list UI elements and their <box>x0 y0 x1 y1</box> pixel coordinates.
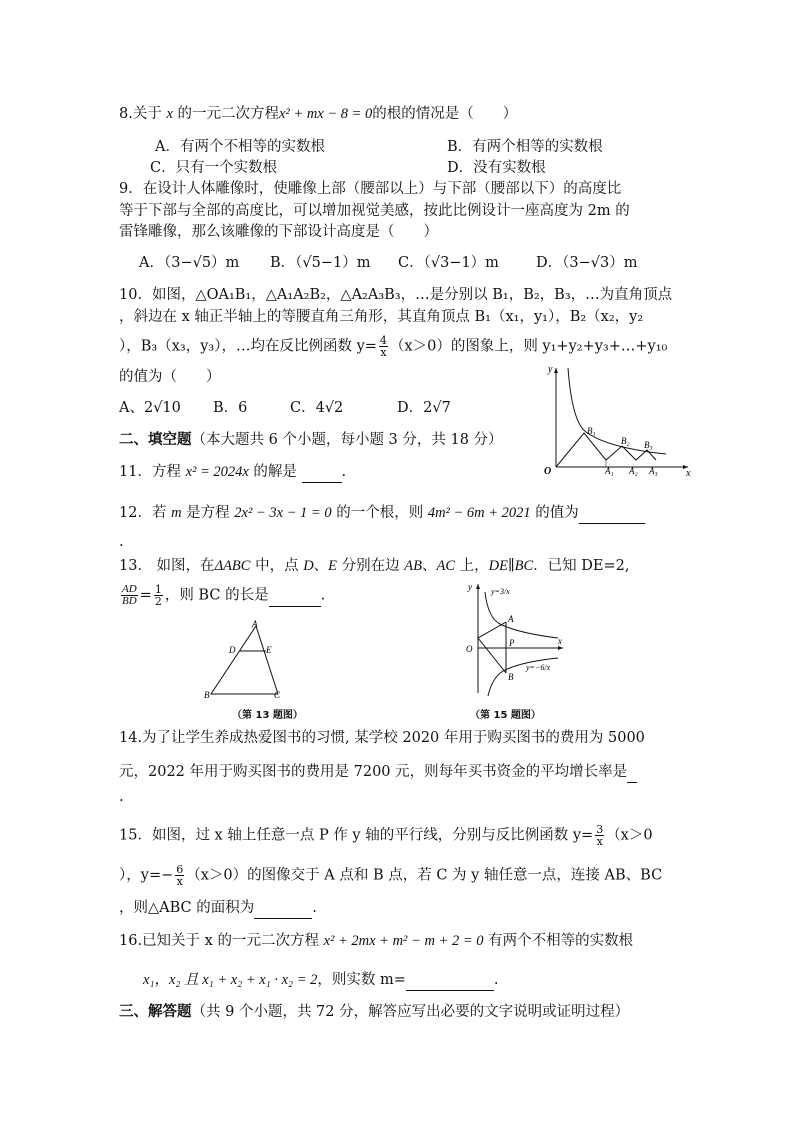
q9-option-b: B．（√5−1）m <box>270 255 371 271</box>
fig15-caption: （第 15 题图） <box>470 710 541 721</box>
q9-option-a: A．（3−√5）m <box>139 255 240 271</box>
section-2-heading: 二、填空题（本大题共 6 个小题，每小题 3 分，共 18 分） <box>119 431 503 448</box>
fig13-b-label: B <box>204 690 210 700</box>
fig13-d-label: D <box>229 645 236 655</box>
q9-line-2: 等于下部与全部的高度比，可以增加视觉美感，按此比例设计一座高度为 2m 的 <box>119 203 630 219</box>
fig15-a-label: A <box>508 614 514 624</box>
q13-figure <box>200 618 290 703</box>
fig15-func2-label: y=−6/x <box>526 663 551 672</box>
q9-line-1: 9．在设计人体雕像时，使雕像上部（腰部以上）与下部（腰部以下）的高度比 <box>119 181 622 197</box>
section-3-heading: 三、解答题（共 9 个小题，共 72 分，解答应写出必要的文字说明或证明过程） <box>119 1003 630 1020</box>
q15-figure <box>458 578 568 703</box>
q14-line-1: 14.为了让学生养成热爱图书的习惯, 某学校 2020 年用于购买图书的费用为 5000 <box>119 730 645 746</box>
q13-line-2: $\frac{AD}{BD}$ = $\frac{1}{2}$ ，则 BC 的长是 . <box>122 583 326 608</box>
q9-line-3: 雷锋雕像，那么该雕像的下部设计高度是（ ） <box>119 224 438 240</box>
fig15-y-label: y <box>468 582 472 592</box>
q15-answer-blank[interactable] <box>254 898 312 919</box>
fig13-e-label: E <box>266 645 272 655</box>
fig10-a2-label: A₂ <box>629 466 638 476</box>
q8-option-d: D．没有实数根 <box>447 160 546 176</box>
q15-line-1: 15．如图，过 x 轴上任意一点 P 作 y 轴的平行线，分别与反比例函数 y= $\frac{3}{x}$ （x＞0 <box>119 823 653 848</box>
q16-answer-blank[interactable] <box>406 970 494 991</box>
fig10-b1-label: B₁ <box>587 426 596 436</box>
q11: 11．方程 x² = 2024x 的解是 . <box>119 462 346 483</box>
q10-line-1: 10．如图，△OA₁B₁，△A₁A₂B₂，△A₂A₃B₃，…是分别以 B₁，B₂，B₃，…为直角顶点 <box>119 287 673 303</box>
q10-option-b: B．6 <box>213 400 248 416</box>
q9-option-c: C．（√3−1）m <box>398 255 499 271</box>
q10-figure <box>538 362 698 477</box>
fig10-a1-label: A₁ <box>605 466 614 476</box>
q11-answer-blank[interactable] <box>302 462 342 483</box>
fig15-origin-label: O <box>466 644 473 654</box>
q8-stem: 8.关于 x 的一元二次方程x² + mx − 8 = 0的根的情况是（ ） <box>119 106 518 122</box>
q8-option-a: A．有两个不相等的实数根 <box>155 139 325 155</box>
q8-option-b: B．有两个相等的实数根 <box>447 139 603 155</box>
fig10-a3-label: A₃ <box>649 466 658 476</box>
q10-option-c: C．4√2 <box>290 400 344 416</box>
fig13-c-label: C <box>274 690 281 700</box>
q14-line-2: 元，2022 年用于购买图书的费用是 7200 元，则每年买书资金的平均增长率是 <box>119 762 637 783</box>
fig15-p-label: P <box>509 638 515 648</box>
q8-option-c: C．只有一个实数根 <box>150 160 278 176</box>
q16-line-2: x₁，x₂ 且 x₁ + x₂ + x₁ · x₂ = 2，则实数 m= . <box>143 970 498 991</box>
fig10-y-label: y <box>548 364 553 375</box>
fig10-origin-label: O <box>544 466 552 477</box>
q10-fraction: $\frac{4}{x}$ <box>379 334 387 359</box>
q8-equation: x² + mx − 8 = 0 <box>279 106 373 122</box>
q16-line-1: 16.已知关于 x 的一元二次方程 x² + 2mx + m² − m + 2 = 0 有两个不相等的实数根 <box>119 933 634 949</box>
fig10-b3-label: B₃ <box>644 440 653 450</box>
fig10-x-label: x <box>686 468 691 477</box>
q12-answer-blank[interactable] <box>579 503 645 524</box>
q15-line-3: ，则△ABC 的面积为 . <box>119 898 317 919</box>
fig15-func1-label: y=3/x <box>491 587 510 596</box>
q13-answer-blank[interactable] <box>269 586 321 607</box>
fig13-caption: （第 13 题图） <box>232 710 303 721</box>
q9-option-d: D．（3−√3）m <box>536 255 638 271</box>
fig13-a-label: A <box>252 619 258 629</box>
q10-option-d: D．2√7 <box>397 400 451 416</box>
q10-line-4: 的值为（ ） <box>119 369 221 385</box>
q12: 12．若 m 是方程 2x² − 3x − 1 = 0 的一个根，则 4m² − 6m + 2021 的值为 <box>119 503 645 524</box>
fig15-x-label: x <box>558 636 562 646</box>
q10-line-2: ，斜边在 x 轴正半轴上的等腰直角三角形，其直角顶点 B₁（x₁，y₁），B₂（x₂，y₂ <box>119 309 644 325</box>
q15-line-2: ），y=− $\frac{6}{x}$ （x＞0）的图像交于 A 点和 B 点，若 C 为 y 轴任意一点，连接 AB、BC <box>119 863 663 888</box>
fig10-b2-label: B₂ <box>621 436 630 446</box>
q14-period: . <box>119 789 124 805</box>
q13-line-1: 13． 如图，在ΔABC 中，点 D、E 分别在边 AB、AC 上，DE∥BC．已知 DE=2, <box>119 558 630 574</box>
fig15-b-label: B <box>508 672 514 682</box>
q10-line-3: ），B₃（x₃，y₃），…均在反比例函数 y= $\frac{4}{x}$ （x＞0）的图象上，则 y₁+y₂+y₃+…+y₁₀ <box>119 334 668 359</box>
q12-period: . <box>119 534 124 550</box>
q10-option-a: A、2√10 <box>119 400 181 416</box>
q14-answer-blank[interactable] <box>627 762 637 783</box>
